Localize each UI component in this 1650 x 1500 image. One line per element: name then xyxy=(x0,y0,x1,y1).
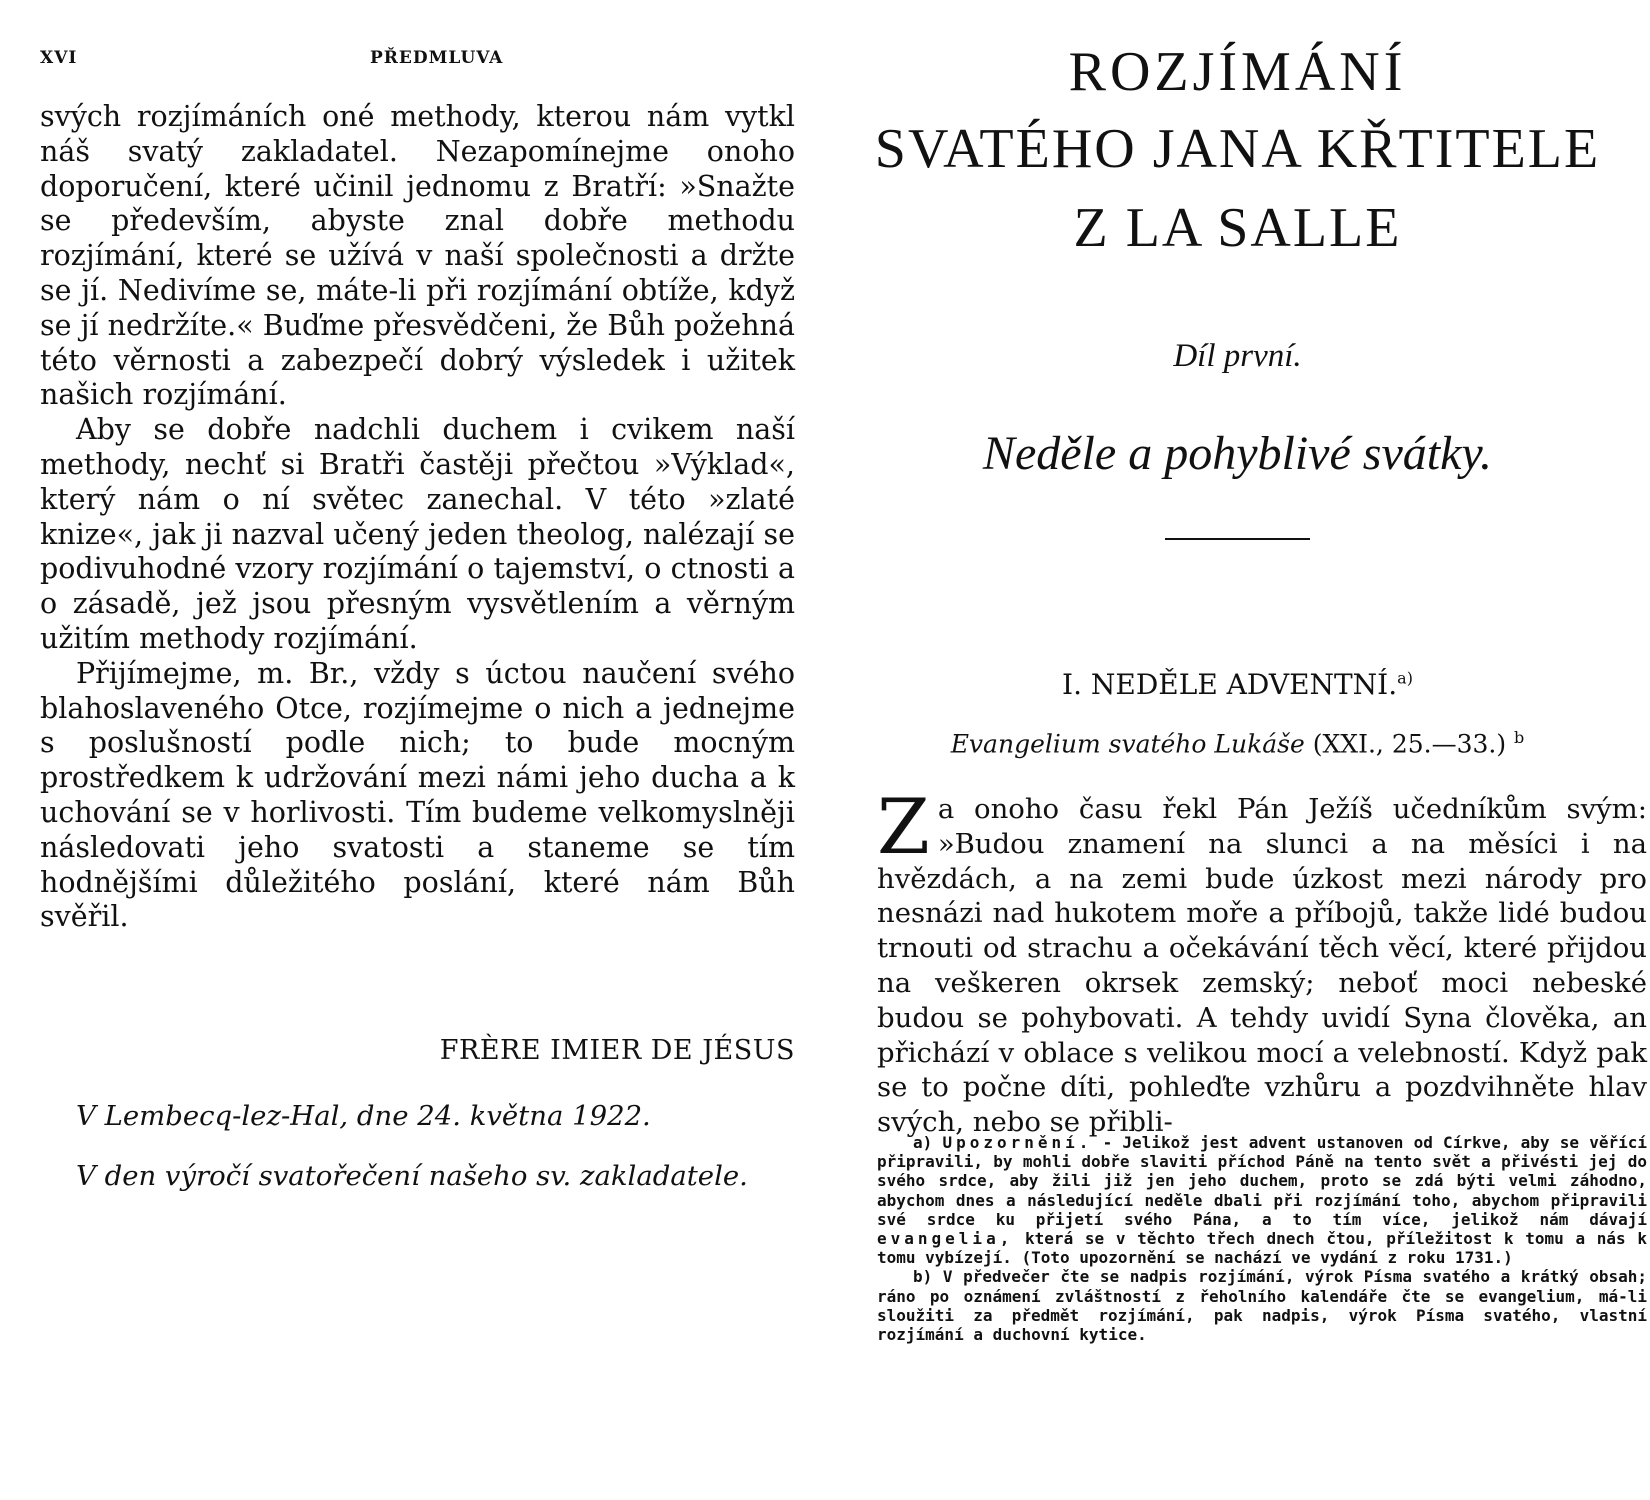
preface-paragraph-1: svých rozjímáních oné methody, kterou nám vytkl náš svatý zakladatel. Nezapomínejme onoho doporučení, které učinil jednomu z Bratří: »Snažte se především, abyste znal dobře methodu rozjímání, které se užívá v naší společnosti a držte se jí. Nedivíme se, máte-li při rozjímání obtíže, když se jí nedržíte.« Buďme přesvědčeni, že Bůh požehná této věrnosti a zabezpečí dobrý výsledek i užitek našich rozjímání. xyxy=(40,100,795,412)
footnote-mark-a: a) xyxy=(1397,668,1413,688)
occasion: V den výročí svatořečení našeho sv. zakladatele. xyxy=(76,1160,748,1192)
part-heading: Díl první. xyxy=(1173,338,1302,374)
footnotes xyxy=(877,1133,1647,1344)
book-title-line-1: ROZJÍMÁNÍ xyxy=(1068,41,1407,103)
gospel-paragraph xyxy=(877,782,1647,1140)
running-title: PŘEDMLUVA xyxy=(370,48,504,68)
section-heading xyxy=(825,668,1650,701)
part-subtitle: Neděle a pohyblivé svátky. xyxy=(982,427,1493,480)
book-title-line-2: SVATÉHO JANA KŘTITELE xyxy=(874,118,1601,180)
footnote-a-word: Upozornění. xyxy=(942,1133,1093,1152)
right-page xyxy=(825,0,1650,1500)
gospel-title: Evangelium svatého Lukáše xyxy=(950,729,1305,759)
section-heading-text: I. NEDĚLE ADVENTNÍ. xyxy=(1062,668,1398,701)
page-number: XVI xyxy=(40,48,78,68)
footnote-a-text: - Jelikož jest advent ustanoven od Církve, aby se věřící připravili, by mohli dobře slaviti příchod Páně na tento svět a přivésti jej do svého srdce, aby žili již jen jeho duchem, proto se zdá býti velmi záhodno, abychom dnes a následující neděle dbali při rozjímání toho, abychom připravili své srdce ku přijetí svého Pána, a to tím více, jelikož nám dávají xyxy=(877,1133,1647,1229)
gospel-chapter: (XXI., 25.—33.) xyxy=(1312,729,1507,759)
place-date: V Lembecq-lez-Hal, dne 24. května 1922. xyxy=(76,1100,651,1132)
book-title-line-3: Z LA SALLE xyxy=(1073,197,1402,259)
preface-paragraph-2: Aby se dobře nadchli duchem i cvikem naší methody, nechť si Bratři častěji přečtou »Výklad«, který nám o ní světec zanechal. V této »zlaté knize«, jak ji nazval učený jeden theolog, nalézají se podivuhodné vzory rozjímání o tajemství, o ctnosti a o zásadě, jež jsou přesným vysvětlením a věrným užitím methody rozjímání. xyxy=(40,413,795,655)
footnote-a-text2: která se v těchto třech dnech čtou, příležitost k tomu a nás k tomu vybízejí. (Toto upozornění se nachází ve vydání z roku 1731.) xyxy=(877,1229,1648,1268)
drop-cap: Z xyxy=(877,782,930,871)
gospel-reference xyxy=(825,728,1650,758)
footnote-a-label: a) xyxy=(913,1133,933,1152)
footnote-a-word2: evangelia, xyxy=(877,1229,1014,1249)
preface-body xyxy=(40,100,795,935)
footnote-a xyxy=(877,1133,1647,1267)
gospel-body xyxy=(877,782,1647,1140)
gospel-text: a onoho času řekl Pán Ježíš učedníkům svým: »Budou znamení na slunci a na měsíci i na hvězdách, a na zemi bude úzkost mezi národy pro nesnázi nad hukotem moře a příbojů, takže lidé budou trnouti od strachu a očekávání těch věcí, které přijdou na veškeren okrsek zemský; neboť moci nebeské budou se pohybovati. A tehdy uvidí Syna člověka, an přichází v oblace s velikou mocí a velebností. Když pak se to počne díti, pohleďte vzhůru a pozdvihněte hlav svých, nebo se přibli- xyxy=(877,793,1647,1139)
preface-paragraph-3: Přijímejme, m. Br., vždy s úctou naučení svého blahoslaveného Otce, rozjímejme o nich a jednejme s poslušností podle nich; to bude mocným prostředkem k udržování mezi námi jeho ducha a k uchování se v horlivosti. Tím budeme velkomyslněji následovati jeho svatosti a staneme se tím hodnějšími důležitého poslání, které nám Bůh svěřil. xyxy=(40,656,795,934)
divider-rule xyxy=(1165,538,1310,540)
signature: FRÈRE IMIER DE JÉSUS xyxy=(439,1035,795,1066)
footnote-mark-b: b xyxy=(1514,728,1525,747)
footnote-b: b) V předvečer čte se nadpis rozjímání, výrok Písma svatého a krátký obsah; ráno po oznámení zvláštností z řeholního kalendáře čte se evangelium, má-li sloužiti za předmět rozjímání, pak nadpis, výrok Písma svatého, vlastní rozjímání a duchovní kytice. xyxy=(877,1267,1647,1345)
